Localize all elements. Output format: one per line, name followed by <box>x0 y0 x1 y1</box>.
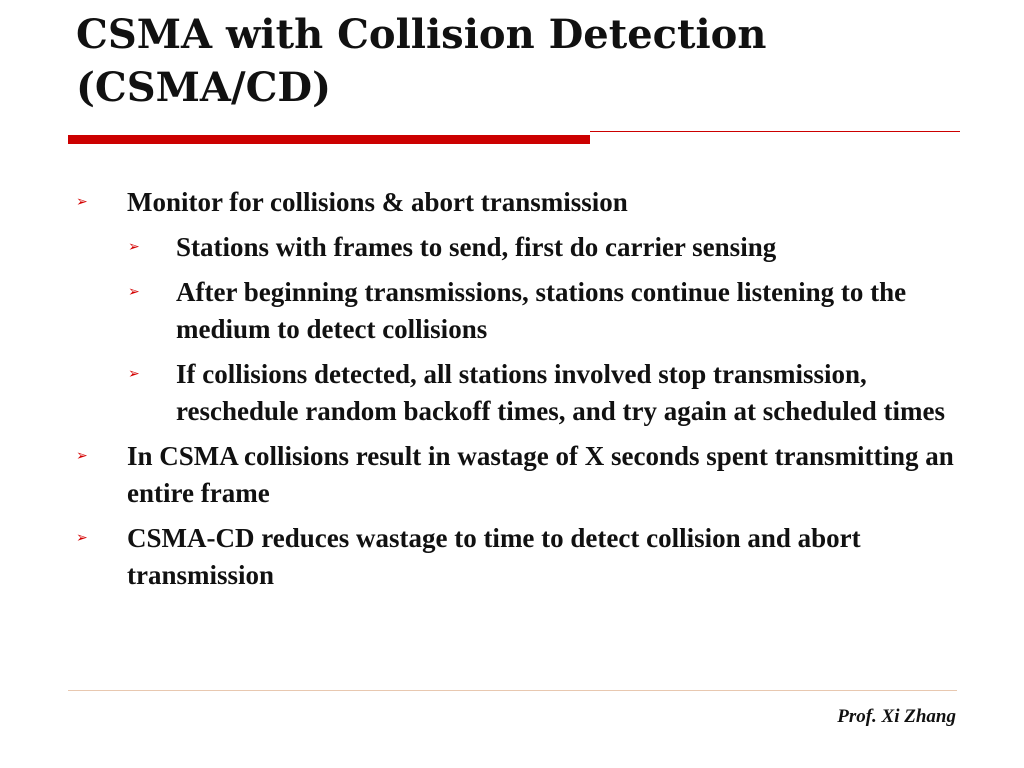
footer-author: Prof. Xi Zhang <box>837 706 956 727</box>
sub-bullet-item <box>0 274 966 348</box>
bullet-text: Monitor for collisions & abort transmission <box>127 187 628 217</box>
bullet-item <box>0 520 957 594</box>
arrow-bullet-icon: ➢ <box>76 530 88 546</box>
arrow-bullet-icon: ➢ <box>76 448 88 464</box>
arrow-bullet-icon: ➢ <box>76 194 88 210</box>
sub-bullet-item <box>0 229 966 266</box>
sub-bullet-text: Stations with frames to send, first do carrier sensing <box>176 232 777 262</box>
sub-bullet-item <box>0 356 966 430</box>
slide-title-line-1: CSMA with Collision Detection <box>76 11 767 58</box>
sub-bullet-text: After beginning transmissions, stations continue listening to the medium to detect collisions <box>176 277 907 344</box>
slide-title <box>76 8 976 114</box>
bullet-text: In CSMA collisions result in wastage of X seconds spent transmitting an entire frame <box>127 441 954 508</box>
bullet-text: CSMA-CD reduces wastage to time to detect collision and abort transmission <box>127 523 861 590</box>
arrow-bullet-icon: ➢ <box>128 366 140 382</box>
slide-title-line-2: (CSMA/CD) <box>76 64 332 111</box>
sub-bullet-text: If collisions detected, all stations involved stop transmission, reschedule random backoff times, and try again at scheduled times <box>176 359 945 426</box>
bullet-list <box>0 184 1024 602</box>
footer-divider <box>68 690 957 691</box>
arrow-bullet-icon: ➢ <box>128 284 140 300</box>
bullet-item <box>0 184 957 221</box>
title-underline-thin <box>590 131 960 132</box>
arrow-bullet-icon: ➢ <box>128 239 140 255</box>
title-underline-thick <box>68 135 590 144</box>
bullet-item <box>0 438 957 512</box>
